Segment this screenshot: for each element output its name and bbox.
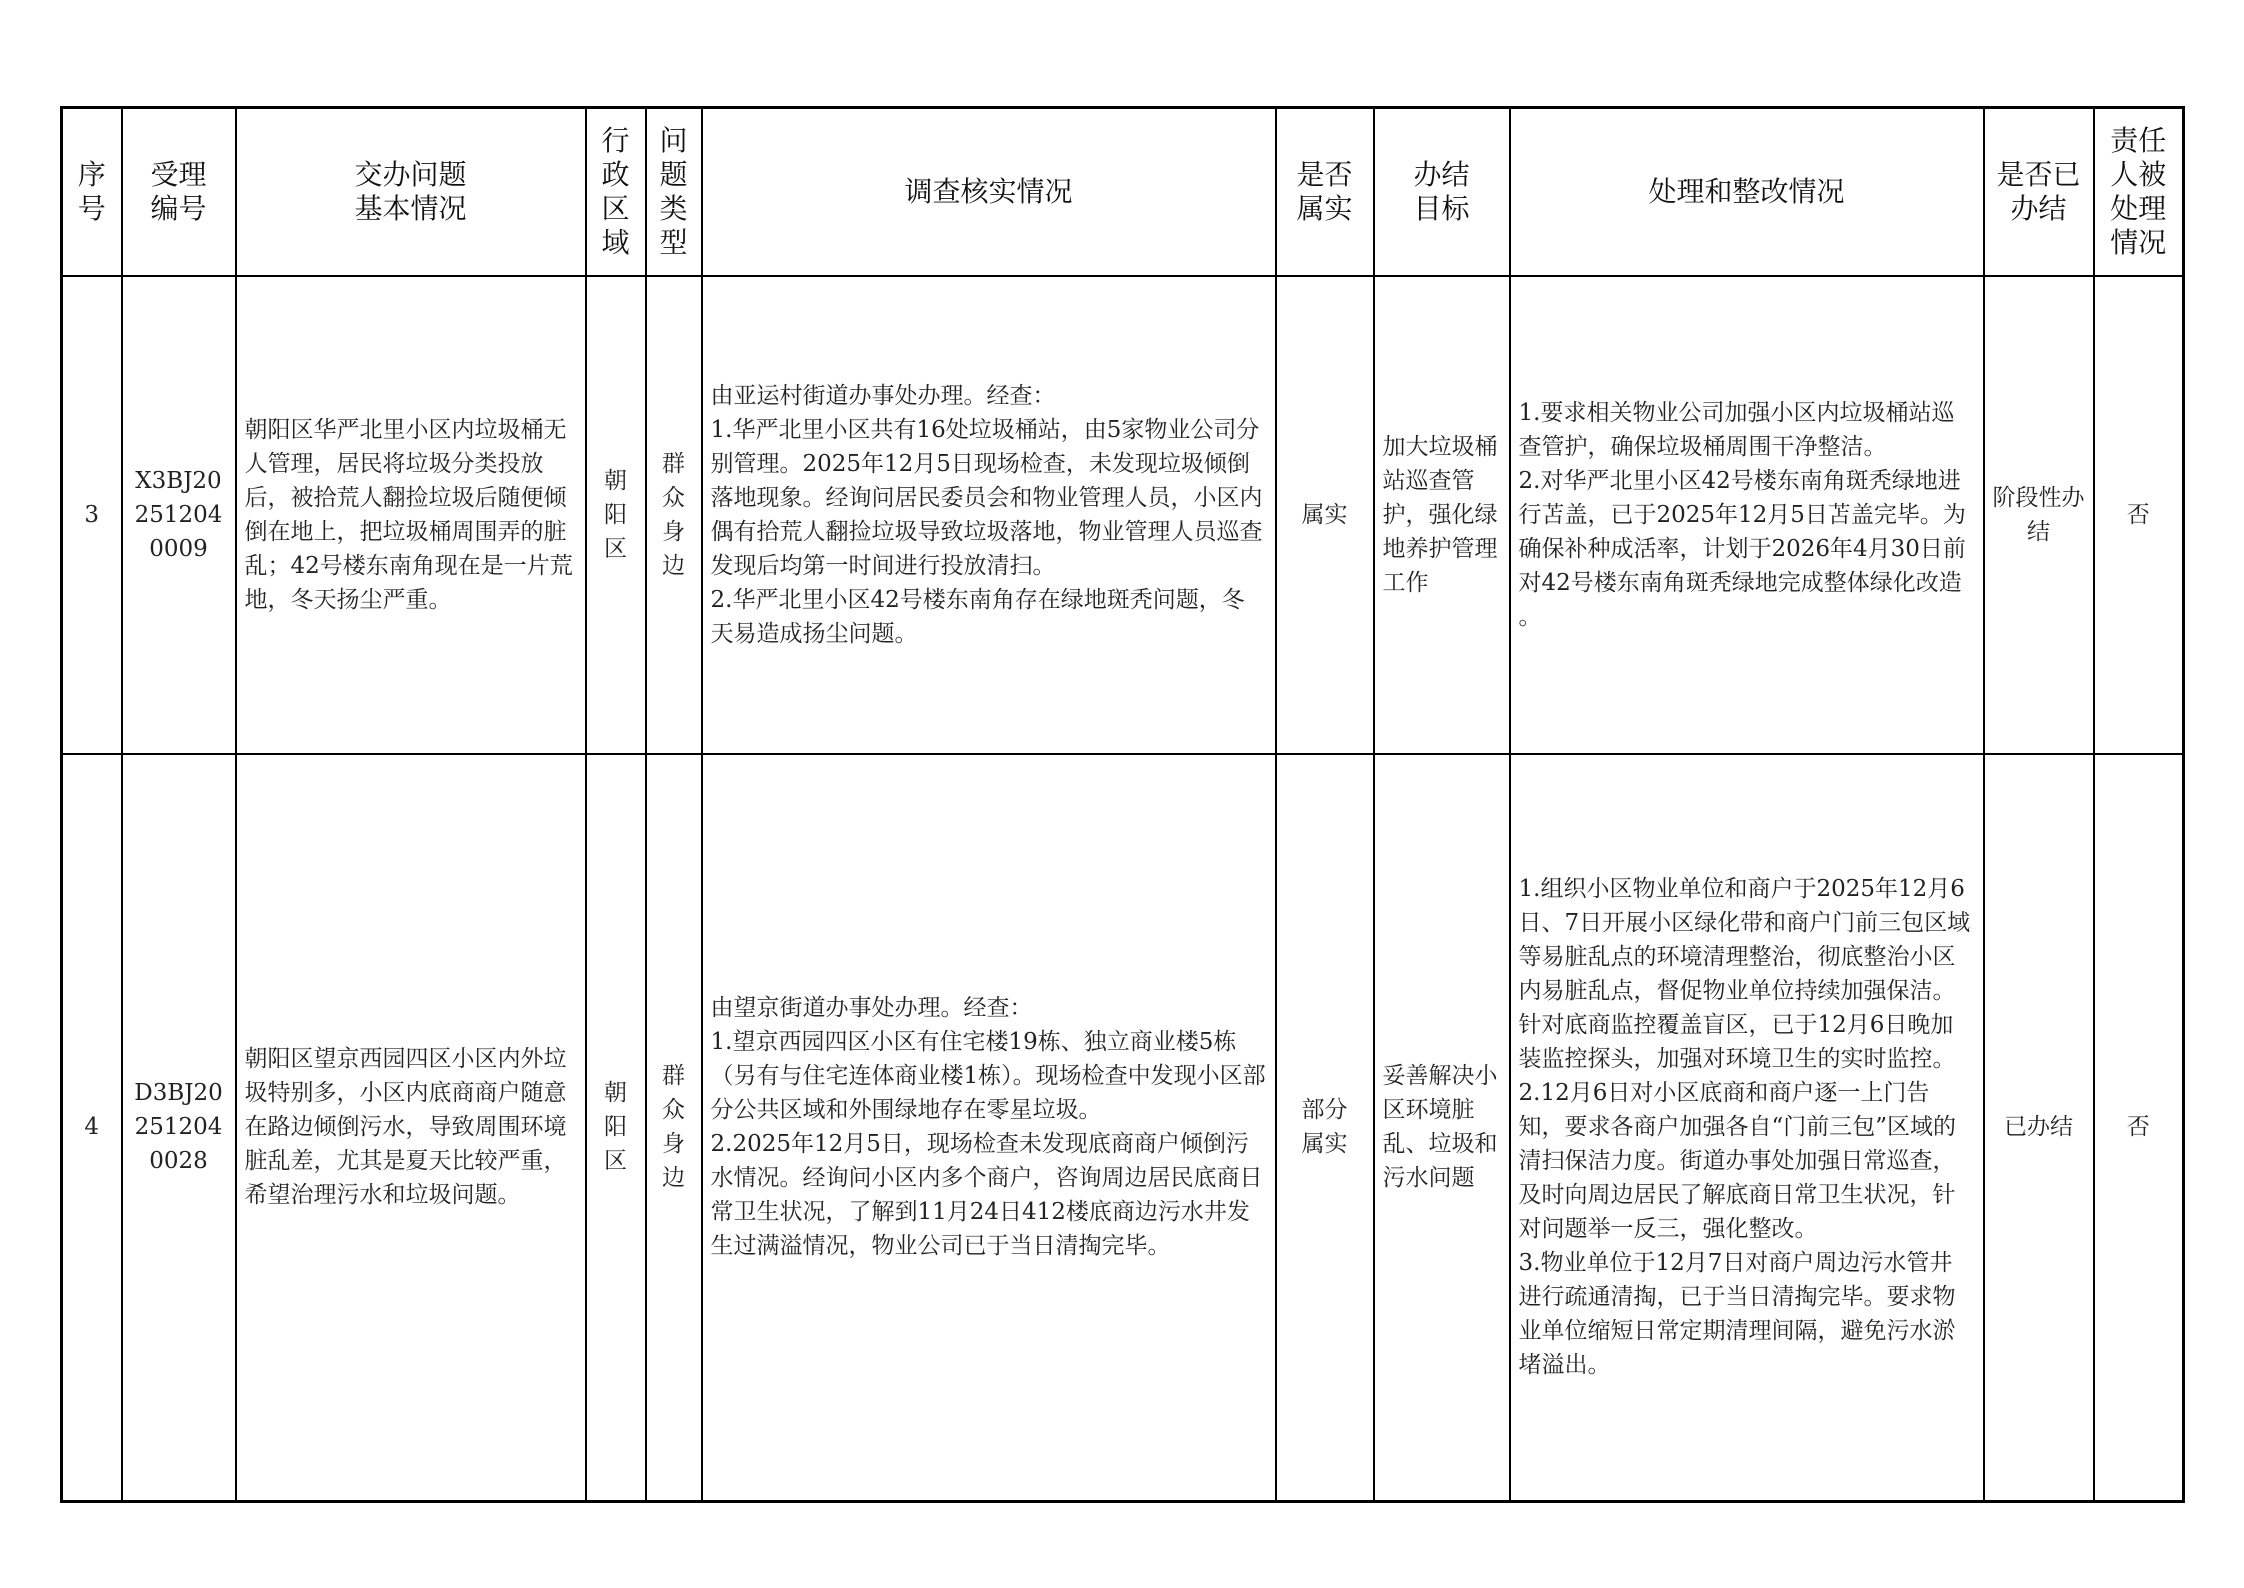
supervision-table-page — [60, 106, 2185, 1503]
header-district: 行 政 区 域 — [586, 108, 646, 276]
header-row — [62, 108, 2184, 276]
cell-seq: 3 — [62, 276, 122, 754]
header-investigation: 调查核实情况 — [702, 108, 1276, 276]
cell-investigation: 由望京街道办事处办理。经查： 1.望京西园四区小区有住宅楼19栋、独立商业楼5栋（另有与住宅连体商业楼1栋）。现场检查中发现小区部分公共区域和外围绿地存在零星垃圾。 2.2025年12月5日，现场检查未发现底商商户倾倒污水情况。经询问小区内多个商户，咨询周边居民底商日常卫生状况，了解到11月24日412楼底商边污水井发生过满溢情况，物业公司已于当日清掏完毕。 — [702, 754, 1276, 1502]
cell-handling: 1.要求相关物业公司加强小区内垃圾桶站巡查管护，确保垃圾桶周围干净整洁。 2.对华严北里小区42号楼东南角斑秃绿地进行苫盖，已于2025年12月5日苫盖完毕。为确保补种成活率，计划于2026年4月30日前对42号楼东南角斑秃绿地完成整体绿化改造 。 — [1510, 276, 1984, 754]
cell-handling: 1.组织小区物业单位和商户于2025年12月6日、7日开展小区绿化带和商户门前三包区域等易脏乱点的环境清理整治，彻底整治小区内易脏乱点，督促物业单位持续加强保洁。针对底商监控覆盖盲区，已于12月6日晚加装监控探头，加强对环境卫生的实时监控。 2.12月6日对小区底商和商户逐一上门告知，要求各商户加强各自“门前三包”区域的清扫保洁力度。街道办事处加强日常巡查，及时向周边居民了解底商日常卫生状况，针对问题举一反三，强化整改。 3.物业单位于12月7日对商户周边污水管井进行疏通清掏，已于当日清掏完毕。要求物业单位缩短日常定期清理间隔，避免污水淤堵溢出。 — [1510, 754, 1984, 1502]
cell-goal: 妥善解决小区环境脏乱、垃圾和污水问题 — [1374, 754, 1510, 1502]
cell-district: 朝 阳 区 — [586, 754, 646, 1502]
cell-verified: 部分属实 — [1276, 754, 1374, 1502]
cell-type: 群 众 身 边 — [646, 754, 702, 1502]
cell-issue: 朝阳区华严北里小区内垃圾桶无人管理，居民将垃圾分类投放后，被拾荒人翻捡垃圾后随便倾倒在地上，把垃圾桶周围弄的脏乱；42号楼东南角现在是一片荒地，冬天扬尘严重。 — [236, 276, 586, 754]
header-handling: 处理和整改情况 — [1510, 108, 1984, 276]
cell-investigation: 由亚运村街道办事处办理。经查： 1.华严北里小区共有16处垃圾桶站，由5家物业公司分别管理。2025年12月5日现场检查，未发现垃圾倾倒落地现象。经询问居民委员会和物业管理人员，小区内偶有拾荒人翻捡垃圾导致垃圾落地，物业管理人员巡查发现后均第一时间进行投放清扫。 2.华严北里小区42号楼东南角存在绿地斑秃问题，冬天易造成扬尘问题。 — [702, 276, 1276, 754]
cell-closed: 已办结 — [1984, 754, 2094, 1502]
header-type: 问 题 类 型 — [646, 108, 702, 276]
cell-accept-no: X3BJ20 251204 0009 — [122, 276, 236, 754]
header-accept-no: 受理 编号 — [122, 108, 236, 276]
case-table — [60, 106, 2185, 1503]
header-goal: 办结 目标 — [1374, 108, 1510, 276]
header-verified: 是否 属实 — [1276, 108, 1374, 276]
table-row — [62, 276, 2184, 754]
cell-district: 朝 阳 区 — [586, 276, 646, 754]
header-accountability: 责任 人被 处理 情况 — [2094, 108, 2184, 276]
header-issue: 交办问题 基本情况 — [236, 108, 586, 276]
cell-verified: 属实 — [1276, 276, 1374, 754]
table-row — [62, 754, 2184, 1502]
cell-accountability: 否 — [2094, 276, 2184, 754]
cell-goal: 加大垃圾桶站巡查管护，强化绿地养护管理工作 — [1374, 276, 1510, 754]
header-seq: 序 号 — [62, 108, 122, 276]
cell-seq: 4 — [62, 754, 122, 1502]
cell-type: 群 众 身 边 — [646, 276, 702, 754]
cell-accountability: 否 — [2094, 754, 2184, 1502]
cell-closed: 阶段性办结 — [1984, 276, 2094, 754]
cell-accept-no: D3BJ20 251204 0028 — [122, 754, 236, 1502]
cell-issue: 朝阳区望京西园四区小区内外垃圾特别多，小区内底商商户随意在路边倾倒污水，导致周围环境脏乱差，尤其是夏天比较严重，希望治理污水和垃圾问题。 — [236, 754, 586, 1502]
header-closed: 是否已 办结 — [1984, 108, 2094, 276]
